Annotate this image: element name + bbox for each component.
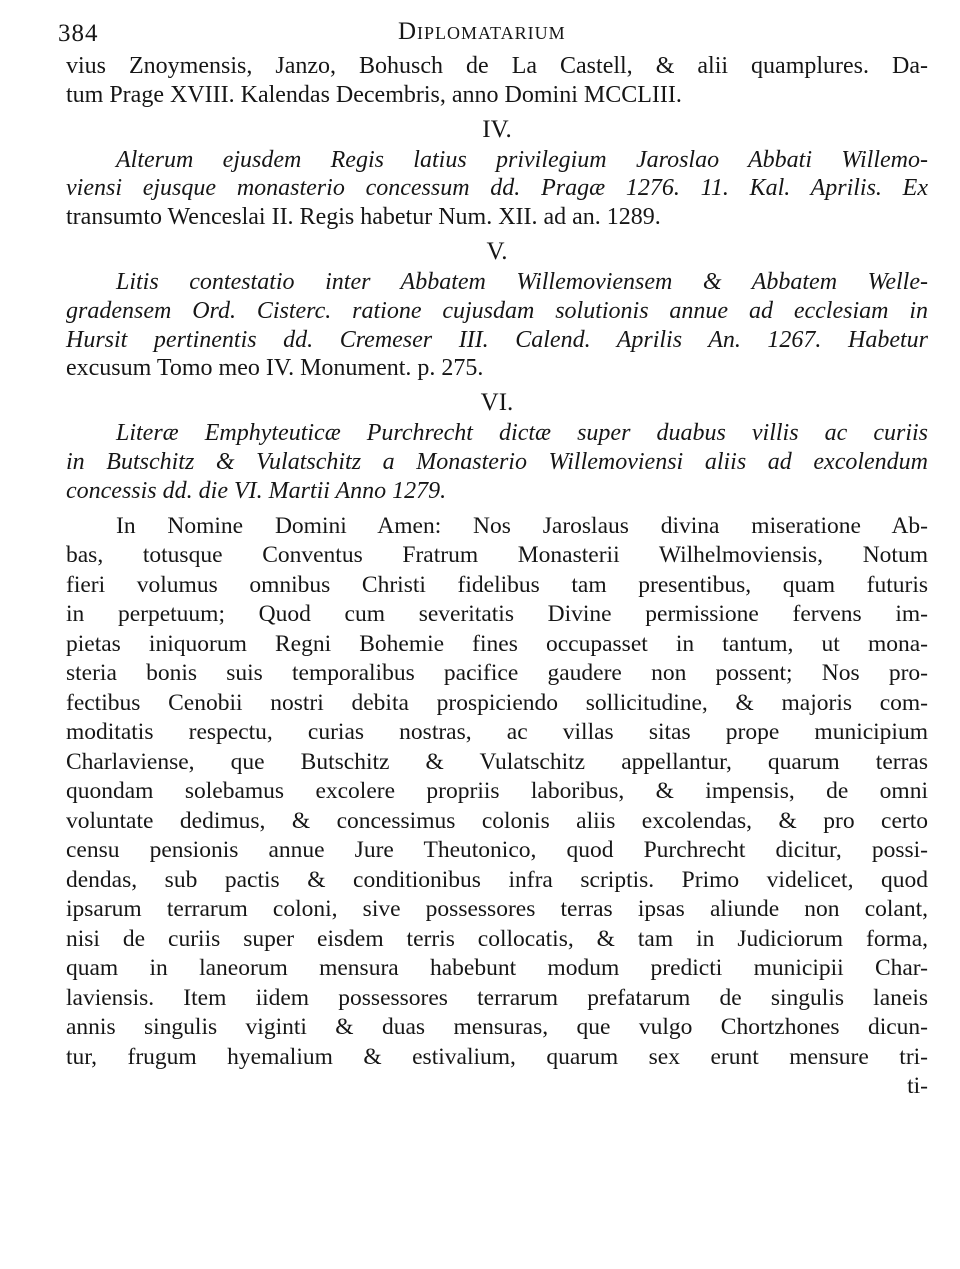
text-line: censu pensionis annue Jure Theutonico, quod Purchrecht dicitur, possi-	[66, 837, 928, 864]
catchword: ti-	[907, 1073, 928, 1100]
section-vi	[66, 383, 928, 1101]
section-numeral: IV.	[482, 115, 512, 143]
text-line: pietas iniquorum Regni Bohemie fines occupasset in tantum, ut mona-	[66, 630, 928, 657]
text-line: In Nomine Domini Amen: Nos Jaroslaus divina miseratione Ab-	[116, 512, 928, 539]
section-iv	[66, 110, 928, 232]
text-line: Literæ Emphyteuticæ Purchrecht dictæ super duabus villis ac curiis	[116, 420, 928, 447]
text-line: laviensis. Item iidem possessores terrarum prefatarum de singulis laneis	[66, 984, 928, 1011]
text-line: fectibus Cenobii nostri debita prospiciendo sollicitudine, & majoris com-	[66, 689, 928, 716]
text-line: transumto Wenceslai II. Regis habetur Num. XII. ad an. 1289.	[66, 204, 661, 231]
text-line: tur, frugum hyemalium & estivalium, quarum sex erunt mensure tri-	[66, 1043, 928, 1070]
page-header	[58, 16, 920, 56]
text-line: voluntate dedimus, & concessimus colonis aliis excolendas, & pro certo	[66, 807, 928, 834]
text-line: viensi ejusque monasterio concessum dd. Pragæ 1276. 11. Kal. Aprilis. Ex	[66, 175, 928, 202]
text-line: ipsarum terrarum coloni, sive possessores terras ipsas aliunde non colant,	[66, 896, 928, 923]
text-line: bas, totusque Conventus Fratrum Monasterii Wilhelmoviensis, Notum	[66, 542, 928, 569]
text-line: annis singulis viginti & duas mensuras, que vulgo Chortzhones dicun-	[66, 1014, 928, 1041]
page-number: 384	[58, 20, 99, 47]
text-line: nisi de curiis super eisdem terris collocatis, & tam in Judiciorum forma,	[66, 925, 928, 952]
text-line: tum Prage XVIII. Kalendas Decembris, anno Domini MCCLIII.	[66, 81, 682, 108]
running-title: Diplomatarium	[398, 18, 566, 45]
text-line: excusum Tomo meo IV. Monument. p. 275.	[66, 355, 484, 382]
text-line: Hursit pertinentis dd. Cremeser III. Calend. Aprilis An. 1267. Habetur	[66, 326, 928, 353]
text-line: moditatis respectu, curias nostras, ac villas sitas prope municipium	[66, 719, 928, 746]
section-heading	[66, 419, 928, 505]
text-line: Litis contestatio inter Abbatem Willemoviensem & Abbatem Welle-	[116, 268, 928, 295]
continuation-paragraph	[66, 52, 928, 110]
text-line: dendas, sub pactis & conditionibus infra scriptis. Primo videlicet, quod	[66, 866, 928, 893]
text-line: quam in laneorum mensura habebunt modum predicti municipii Char-	[66, 955, 928, 982]
text-line: vius Znoymensis, Janzo, Bohusch de La Castell, & alii quamplures. Da-	[66, 53, 928, 79]
section-numeral: VI.	[480, 389, 514, 417]
text-line: concessis dd. die VI. Martii Anno 1279.	[66, 477, 447, 504]
charter-text	[66, 512, 928, 1102]
text-line: in Butschitz & Vulatschitz a Monasterio Willemoviensi aliis ad excolendum	[66, 448, 928, 475]
text-line: gradensem Ord. Cisterc. ratione cujusdam solutionis annue ad ecclesiam in	[66, 297, 928, 324]
text-line: Charlaviense, que Butschitz & Vulatschitz appellantur, quarum terras	[66, 748, 928, 775]
section-numeral: V.	[486, 237, 508, 265]
page-body	[66, 52, 928, 1102]
section-v	[66, 232, 928, 383]
text-line: in perpetuum; Quod cum severitatis Divine permissione fervens im-	[66, 601, 928, 628]
text-line: fieri volumus omnibus Christi fidelibus tam presentibus, quam futuris	[66, 571, 928, 598]
text-line: steria bonis suis temporalibus pacifice gaudere non possent; Nos pro-	[66, 660, 928, 687]
text-line: Alterum ejusdem Regis latius privilegium Jaroslao Abbati Willemo-	[116, 146, 928, 173]
text-line: quondam solebamus excolere propriis laboribus, & impensis, de omni	[66, 778, 928, 805]
